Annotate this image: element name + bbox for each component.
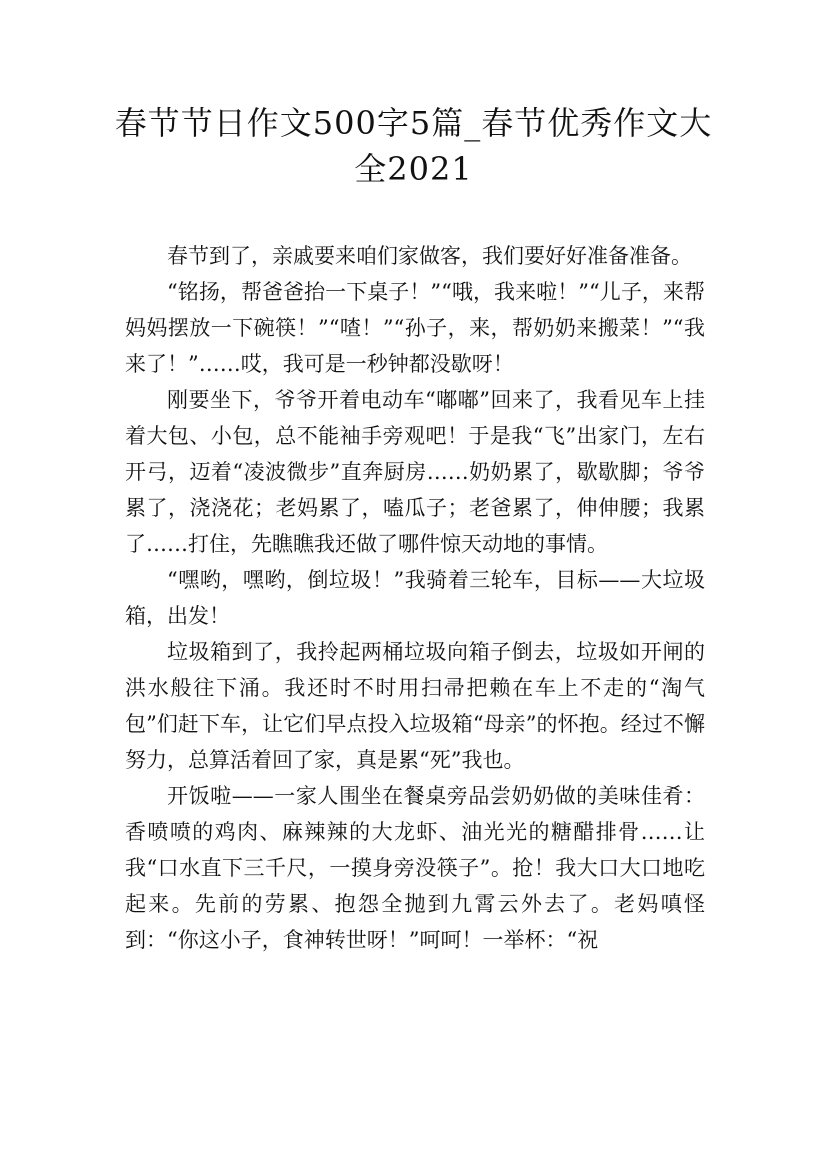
document-body — [125, 238, 705, 958]
paragraph: 春节到了，亲戚要来咱们家做客，我们要好好准备准备。 — [167, 244, 692, 268]
document-title: 春节节日作文500字5篇_春节优秀作文大全2021 — [114, 104, 713, 188]
paragraph: 开饭啦——一家人围坐在餐桌旁品尝奶奶做的美味佳肴：香喷喷的鸡肉、麻辣辣的大龙虾、油光光的糖醋排骨……让我“口水直下三千尺，一摸身旁没筷子”。抢！我大口大口地吃起来。先前的劳累、抱怨全抛到九霄云外去了。老妈嗔怪到：“你这小子，食神转世呀！”呵呵！一举杯：“祝 — [125, 784, 705, 952]
paragraph: “铭扬，帮爸爸抬一下桌子！”“哦，我来啦！”“儿子，来帮妈妈摆放一下碗筷！”“喳！”“孙子，来，帮奶奶来搬菜！”“我来了！”……哎，我可是一秒钟都没歇呀！ — [125, 280, 705, 376]
paragraph: 垃圾箱到了，我拎起两桶垃圾向箱子倒去，垃圾如开闸的洪水般往下涌。我还时不时用扫帚把赖在车上不走的“淘气包”们赶下车，让它们早点投入垃圾箱“母亲”的怀抱。经过不懈努力，总算活着回了家，真是累“死”我也。 — [125, 640, 705, 772]
paragraph: 刚要坐下，爷爷开着电动车“嘟嘟”回来了，我看见车上挂着大包、小包，总不能袖手旁观吧！于是我“飞”出家门，左右开弓，迈着“凌波微步”直奔厨房……奶奶累了，歇歇脚；爷爷累了，浇浇花；老妈累了，嗑瓜子；老爸累了，伸伸腰；我累了……打住，先瞧瞧我还做了哪件惊天动地的事情。 — [125, 388, 705, 556]
paragraph: “嘿哟，嘿哟，倒垃圾！”我骑着三轮车，目标——大垃圾箱，出发！ — [125, 568, 705, 628]
